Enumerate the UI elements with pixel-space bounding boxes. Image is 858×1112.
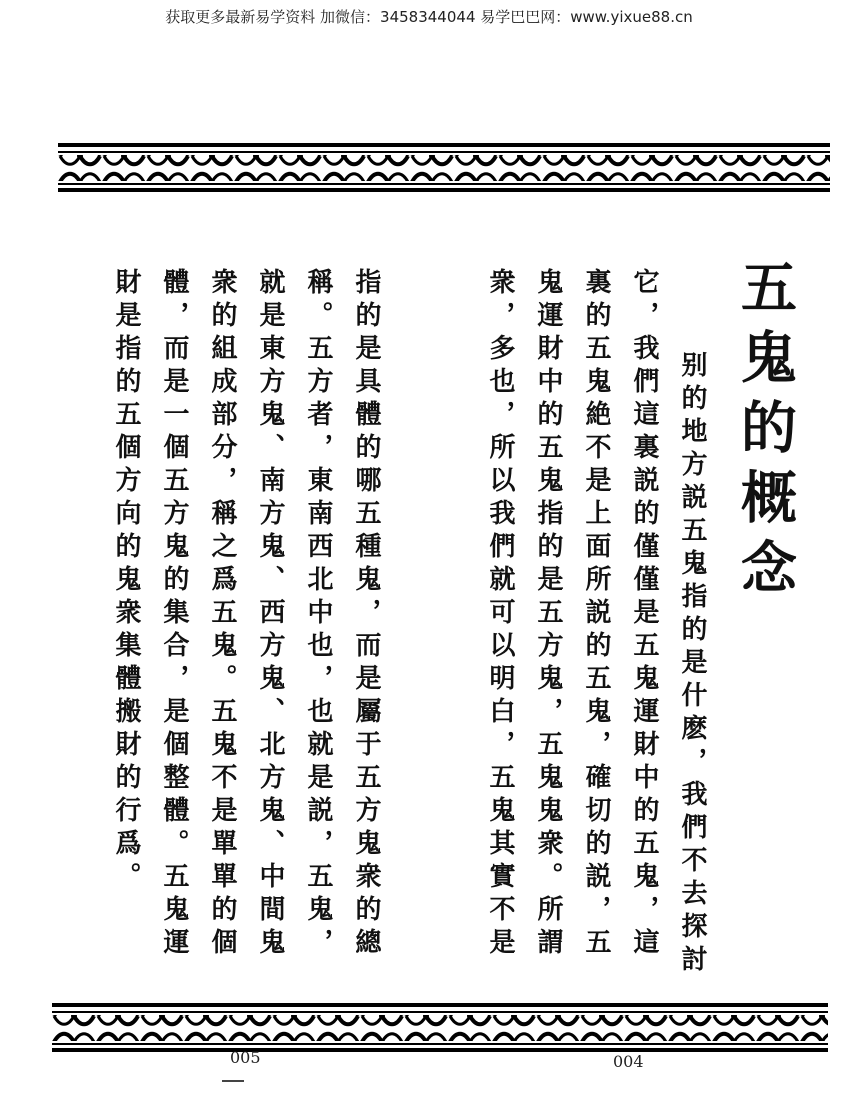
text-column-right-1: 别的地方説五鬼指的是什麽，我們不去探討 [677,318,707,978]
page-title: 五鬼的概念 [732,258,798,608]
text-column-left-5: 體，而是一個五方鬼的集合，是個整體。五鬼運 [159,268,189,961]
watermark-header: 获取更多最新易学资料 加微信：3458344044 易学巴巴网：www.yixue88.cn [165,8,693,26]
text-column-left-2: 稱。五方者，東南西北中也，也就是説，五鬼， [303,268,333,961]
decorative-border-bottom [52,1003,828,1053]
divider [222,1080,244,1082]
decorative-border-top [58,143,830,193]
text-column-right-2: 它，我們這裏説的僅僅是五鬼運財中的五鬼，這 [629,268,659,961]
text-column-left-3: 就是東方鬼、南方鬼、西方鬼、北方鬼、中間鬼 [255,268,285,961]
text-column-right-3: 裏的五鬼絶不是上面所説的五鬼，確切的説，五 [581,268,611,961]
page-number-right: 004 [613,1052,644,1071]
text-column-left-1: 指的是具體的哪五種鬼，而是屬于五方鬼衆的總 [351,268,381,961]
page-number-left: 005 [230,1048,261,1067]
text-column-right-4: 鬼運財中的五鬼指的是五方鬼，五鬼鬼衆。所謂 [533,268,563,961]
text-column-left-6: 財是指的五個方向的鬼衆集體搬財的行爲。 [111,268,141,895]
text-column-left-4: 衆的組成部分，稱之爲五鬼。五鬼不是單單的個 [207,268,237,961]
text-column-right-5: 衆，多也，所以我們就可以明白，五鬼其實不是 [485,268,515,961]
